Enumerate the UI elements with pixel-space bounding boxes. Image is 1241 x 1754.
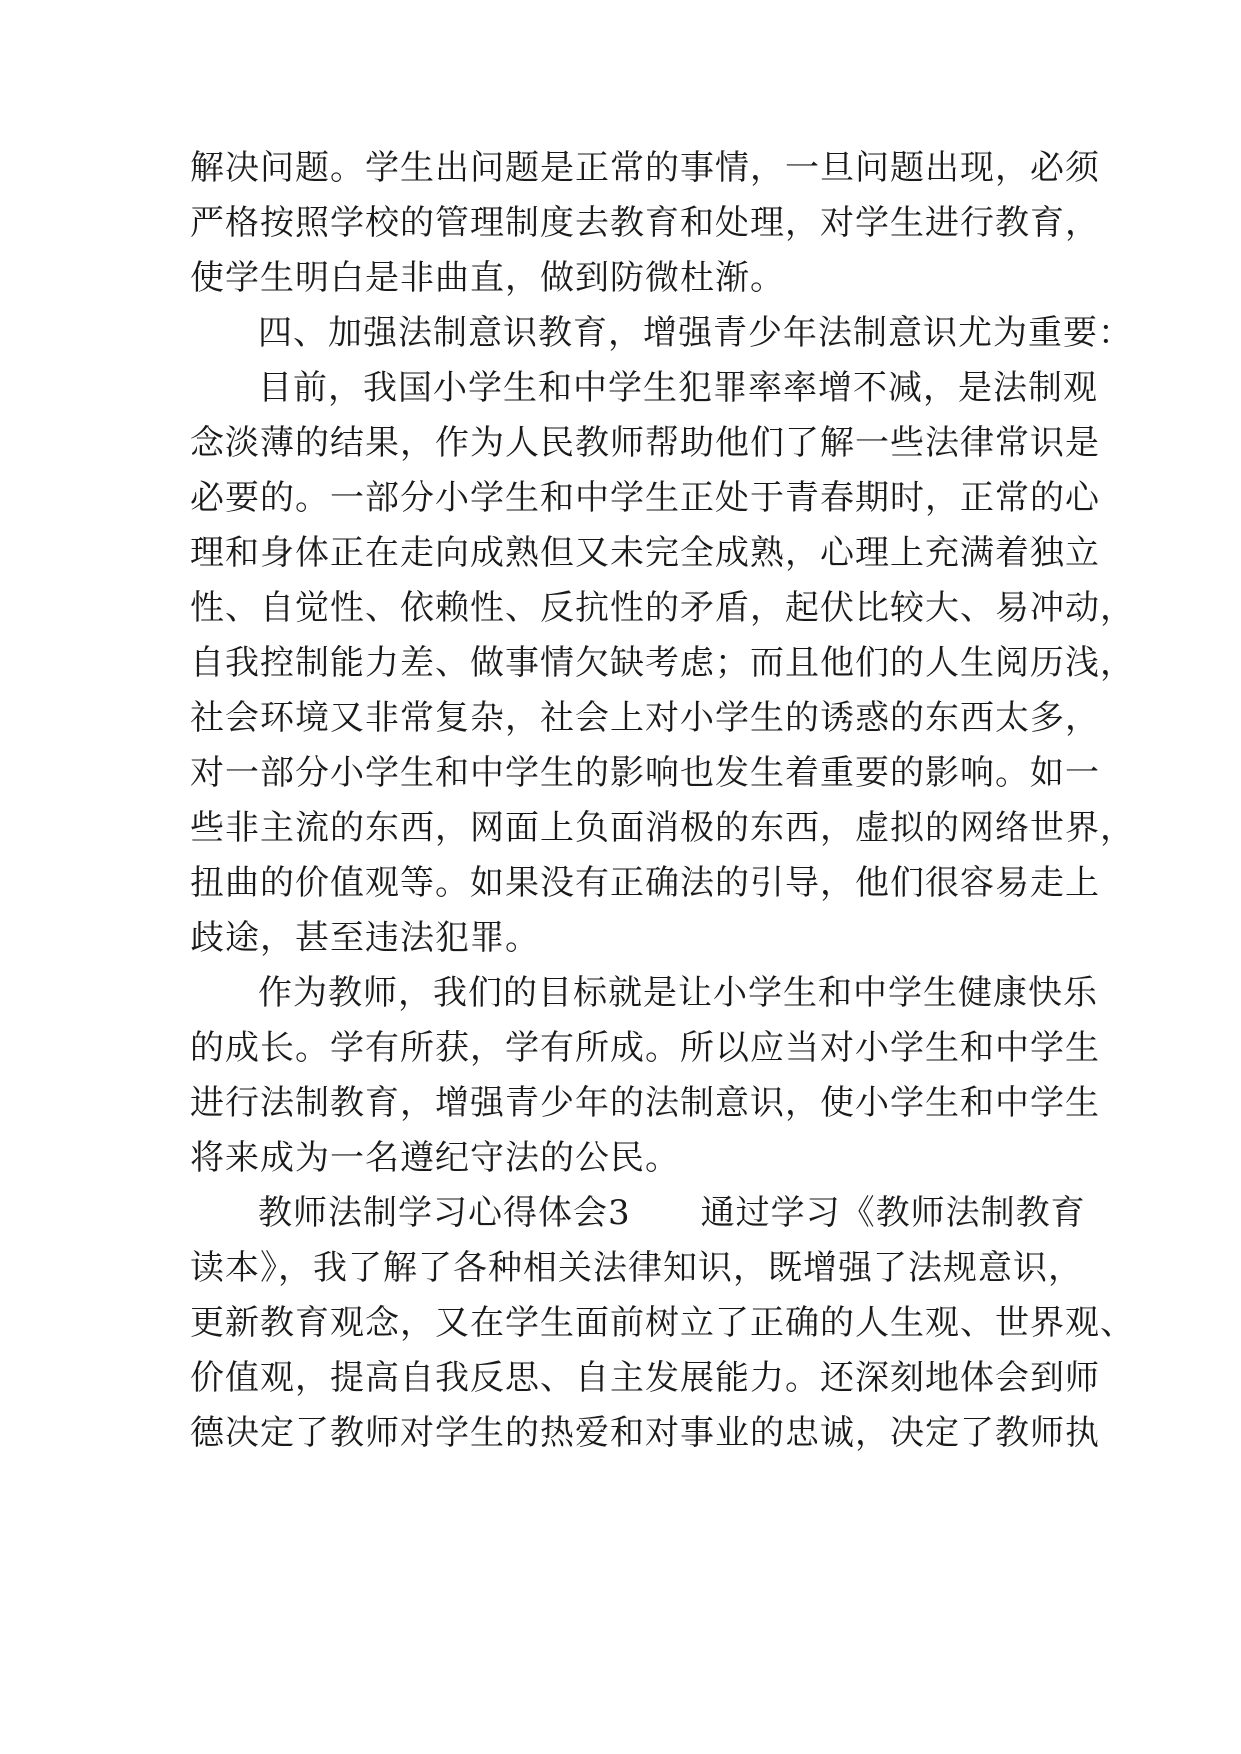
text-line: 念淡薄的结果，作为人民教师帮助他们了解一些法律常识是: [190, 423, 1100, 463]
text-line: 严格按照学校的管理制度去教育和处理，对学生进行教育，: [190, 203, 1100, 243]
text-line: 扭曲的价值观等。如果没有正确法的引导，他们很容易走上: [190, 863, 1100, 903]
section-heading: 四、加强法制意识教育，增强青少年法制意识尤为重要：: [258, 313, 1133, 353]
text-line: 理和身体正在走向成熟但又未完全成熟，心理上充满着独立: [190, 533, 1100, 573]
text-line: 德决定了教师对学生的热爱和对事业的忠诚，决定了教师执: [190, 1413, 1100, 1453]
text-line: 更新教育观念，又在学生面前树立了正确的人生观、世界观、: [190, 1303, 1135, 1343]
text-line: 必要的。一部分小学生和中学生正处于青春期时，正常的心: [190, 478, 1100, 518]
text-line: 的成长。学有所获，学有所成。所以应当对小学生和中学生: [190, 1028, 1100, 1068]
text-line: 对一部分小学生和中学生的影响也发生着重要的影响。如一: [190, 753, 1100, 793]
text-line: 社会环境又非常复杂，社会上对小学生的诱惑的东西太多，: [190, 698, 1100, 738]
text-line: 目前，我国小学生和中学生犯罪率率增不减，是法制观: [258, 368, 1098, 408]
text-line: 性、自觉性、依赖性、反抗性的矛盾，起伏比较大、易冲动，: [190, 588, 1135, 628]
text-line: 将来成为一名遵纪守法的公民。: [190, 1138, 680, 1178]
text-line: 解决问题。学生出问题是正常的事情，一旦问题出现，必须: [190, 148, 1100, 188]
text-line: 些非主流的东西，网面上负面消极的东西，虚拟的网络世界，: [190, 808, 1135, 848]
text-line: 使学生明白是非曲直，做到防微杜渐。: [190, 258, 785, 298]
text-line: 自我控制能力差、做事情欠缺考虑；而且他们的人生阅历浅，: [190, 643, 1135, 683]
section-heading: 教师法制学习心得体会3 通过学习《教师法制教育: [258, 1193, 1086, 1233]
text-line: 作为教师，我们的目标就是让小学生和中学生健康快乐: [258, 973, 1098, 1013]
text-line: 读本》，我了解了各种相关法律知识，既增强了法规意识，: [190, 1248, 1083, 1288]
text-line: 歧途，甚至违法犯罪。: [190, 918, 540, 958]
text-line: 进行法制教育，增强青少年的法制意识，使小学生和中学生: [190, 1083, 1100, 1123]
text-line: 价值观，提高自我反思、自主发展能力。还深刻地体会到师: [190, 1358, 1100, 1398]
